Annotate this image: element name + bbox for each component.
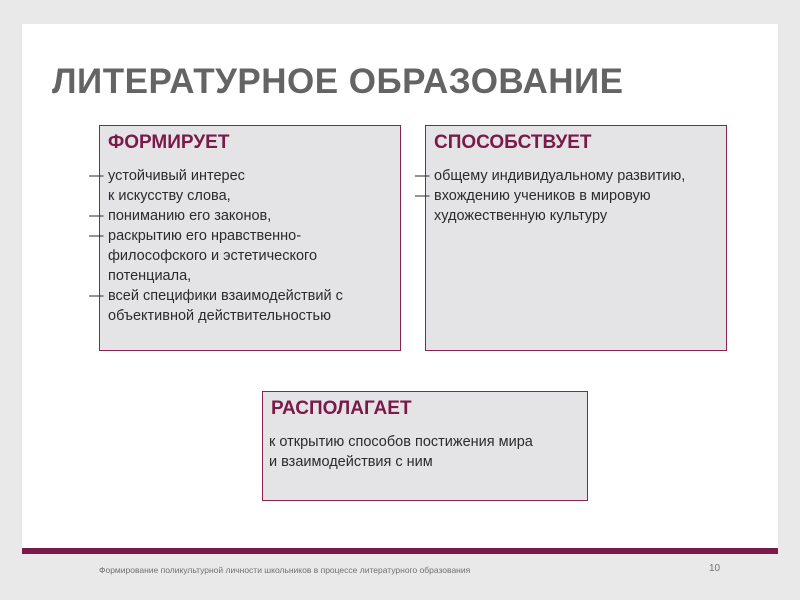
footer-caption: Формирование поликультурной личности школьников в процессе литературного образования (99, 565, 471, 575)
list-item: — общему индивидуальному развитию, (426, 166, 685, 186)
list-item: к открытию способов постижения мира (269, 434, 533, 450)
disposes-box (262, 391, 588, 501)
list-item: — вхождению учеников в мировую (426, 186, 685, 206)
footer-bar (22, 548, 778, 554)
disposes-list (263, 432, 533, 472)
forms-box (99, 125, 401, 351)
promotes-list (426, 166, 685, 226)
forms-list (100, 166, 343, 326)
disposes-heading: РАСПОЛАГАЕТ (271, 398, 412, 419)
forms-heading: ФОРМИРУЕТ (108, 132, 230, 153)
list-item: философского и эстетического (108, 248, 318, 264)
promotes-box (425, 125, 727, 351)
list-item: и взаимодействия с ним (269, 454, 433, 470)
list-item: — всей специфики взаимодействий с (100, 286, 343, 306)
promotes-heading: СПОСОБСТВУЕТ (434, 132, 592, 153)
list-item: — раскрытию его нравственно- (100, 226, 343, 246)
list-item: — устойчивый интерес (100, 166, 343, 186)
list-item: художественную культуру (434, 208, 608, 224)
list-item: потенциала, (108, 268, 192, 284)
list-item: — пониманию его законов, (100, 206, 343, 226)
list-item: к искусству слова, (108, 188, 231, 204)
list-item: объективной действительностью (108, 308, 331, 324)
page-number: 10 (709, 563, 721, 574)
slide-title: ЛИТЕРАТУРНОЕ ОБРАЗОВАНИЕ (52, 62, 624, 101)
